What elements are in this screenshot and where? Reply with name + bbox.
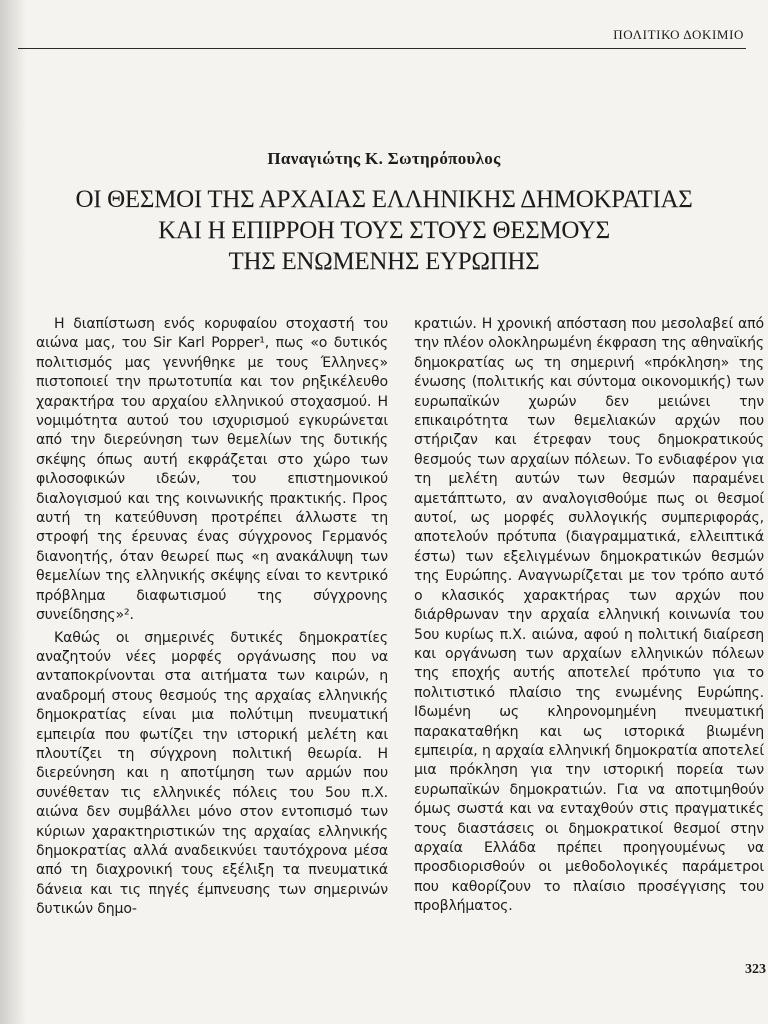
article-title xyxy=(0,184,768,277)
page-number: 323 xyxy=(745,962,766,977)
running-head: ΠΟΛΙΤΙΚΟ ΔΟΚΙΜΙΟ xyxy=(613,27,744,42)
author-name: Παναγιώτης Κ. Σωτηρόπουλος xyxy=(267,149,501,168)
body-paragraph: Καθώς οι σημερινές δυτικές δημοκρατίες αναζητούν νέες μορφές οργάνωσης που να ανταποκρίνονται στα αιτήματα των καιρών, η αναδρομή στους θεσμούς της αρχαίας ελληνικής δημοκρατίας είναι μια πολύτιμη πνευματική εμπειρία που φωτίζει την ιστορική μελέτη και πλουτίζει τη σύγχρονη πολιτική θεωρία. Η διερεύνηση και η αποτίμηση των αρμών που συνέθεταν τις ελληνικές πόλεις του 5ου π.Χ. αιώνα δεν συμβάλλει μόνο στον εντοπισμό των κύριων χαρακτηριστικών της αρχαίας ελληνικής δημοκρατίας αλλά αναδεικνύει ταυτόχρονα μέσα από τη διαχρονική τους εξέλιξη τα πνευματικά δάνεια και τις πηγές έμπνευσης των σημερινών δυτικών δημο- xyxy=(36,629,388,918)
body-paragraph: κρατιών. Η χρονική απόσταση που μεσολαβεί από την πλέον ολοκληρωμένη έκφραση της αθηναϊκής δημοκρατίας ως τη σημερινή «πρόκληση» της ένωσης (πολιτικής και σύντομα οικονομικής) των ευρωπαϊκών χωρών δεν μειώνει την επικαιρότητα των θεμελιακών αρχών που στήριζαν και έτρεφαν τους δημοκρατικούς θεσμούς των αρχαίων πόλεων. Το ενδιαφέρον για τη μελέτη αυτών των θεσμών παραμένει αμετάπτωτο, αν αναλογισθούμε πως οι θεσμοί αυτοί, ως μορφές συλλογικής συμπεριφοράς, αποτελούν πρότυπα (διαγραμματικά, ελλειπτικά έστω) των εξελιγμένων δημοκρατικών θεσμών της Ευρώπης. Αναγνωρίζεται με τον τρόπο αυτό ο κλασικός χαρακτήρας των αρχών που διάρθρωναν την αρχαία ελληνική κοινωνία του 5ου κυρίως π.Χ. αιώνα, αφού η πολιτική διαίρεση και οργάνωση των αρχαίων ελληνικών πόλεων της εποχής αυτής αποτελεί πρότυπο για το πολιτιστικό πλαίσιο της ενωμένης Ευρώπης. Ιδωμένη ως κληρονομημένη πνευματική παρακαταθήκη και ως ιστορικά βιωμένη εμπειρία, η αρχαία ελληνική δημοκρατία αποτελεί μια πρόκληση για την ιστορική πορεία των ευρωπαϊκών δημοκρατιών. Για να αποτιμηθούν όμως σωστά και να ενταχθούν στις πραγματικές τους διαστάσεις οι δημοκρατικοί θεσμοί στην αρχαία Ελλάδα πρέπει προηγουμένως να προσδιορισθούν οι μεθοδολογικές παράμετροι που καθορίζουν το πλαίσιο προσέγγισης του προβλήματος. xyxy=(414,316,764,915)
body-paragraph: Η διαπίστωση ενός κορυφαίου στοχαστή του αιώνα μας, του Sir Karl Popper¹, πως «ο δυτικός πολιτισμός μας γεννήθηκε με τους Έλληνες» πιστοποιεί την πρωτοτυπία και τον ρηξικέλευθο χαρακτήρα του αρχαίου ελληνικού στοχασμού. Η νομιμότητα αυτού του ισχυρισμού εγκυρώνεται από την διερεύνηση των θεμελίων της δυτικής σκέψης όπως αυτή εκφράζεται στο χώρο των φιλοσοφικών ιδεών, του επιστημονικού διαλογισμού και της κοινωνικής πρακτικής. Προς αυτή τη κατεύθυνση προτρέπει άλλωστε τη στροφή της έρευνας ένας σύγχρονος Γερμανός διανοητής, όταν θεωρεί πως «η ανακάλυψη των θεμελίων της ελληνικής σκέψης είναι το κεντρικό πρόβλημα διαφωτισμού της σύγχρονης συνείδησης»². xyxy=(36,316,388,624)
header-rule xyxy=(18,48,746,49)
left-text-column xyxy=(36,315,388,920)
right-text-column xyxy=(414,315,764,917)
title-line: ΤΗΣ ΕΝΩΜΕΝΗΣ ΕΥΡΩΠΗΣ xyxy=(228,248,540,275)
title-line: ΟΙ ΘΕΣΜΟΙ ΤΗΣ ΑΡΧΑΙΑΣ ΕΛΛΗΝΙΚΗΣ ΔΗΜΟΚΡΑΤΙΑΣ xyxy=(75,186,693,213)
title-line: ΚΑΙ Η ΕΠΙΡΡΟΗ ΤΟΥΣ ΣΤΟΥΣ ΘΕΣΜΟΥΣ xyxy=(158,217,610,244)
